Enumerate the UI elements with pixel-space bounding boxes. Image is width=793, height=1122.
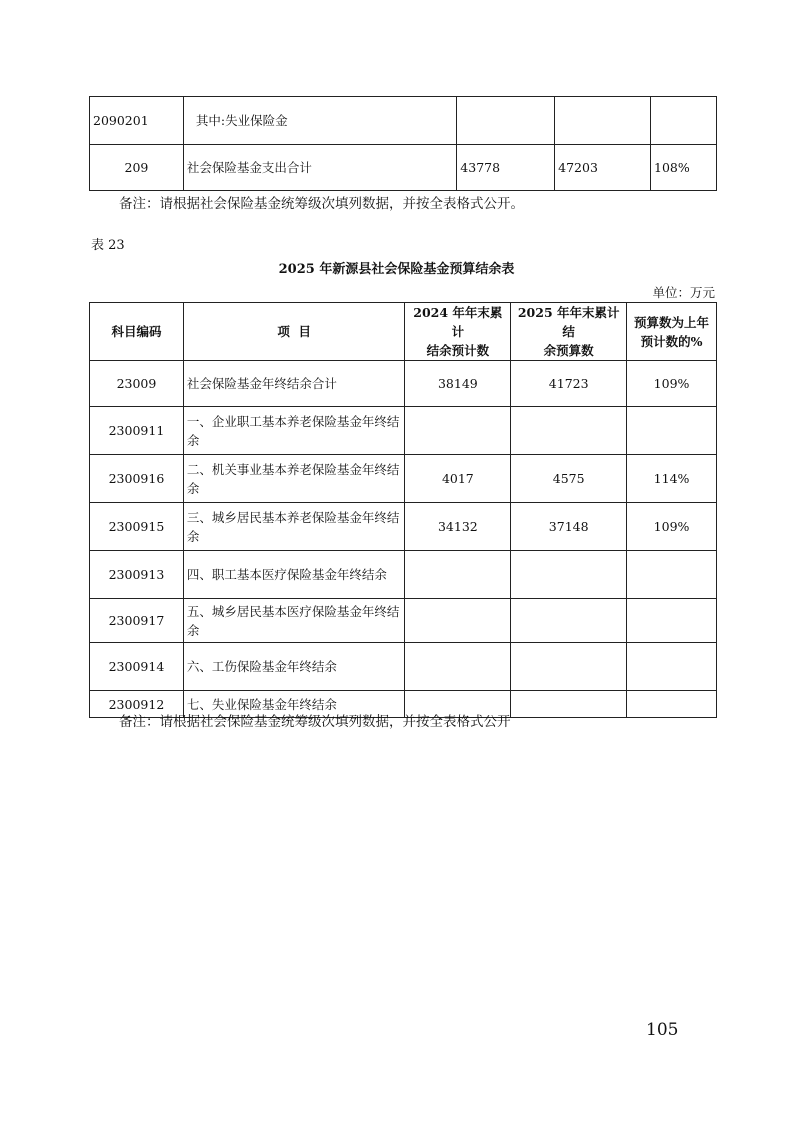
- table-row: [90, 551, 717, 599]
- expenditure-table-continued: [89, 96, 717, 191]
- row-item: 二、机关事业基本养老保险基金年终结余: [183, 455, 405, 503]
- table-note: 备注：请根据社会保险基金统筹级次填列数据，并按全表格式公开: [119, 714, 511, 730]
- row-code: 2300912: [90, 691, 184, 718]
- row-percent: [627, 407, 717, 455]
- row-code: 2300915: [90, 503, 184, 551]
- row-code: 2300917: [90, 599, 184, 643]
- row-value-2024: [405, 643, 511, 691]
- row-value-2024: 4017: [405, 455, 511, 503]
- row-code: 23009: [90, 361, 184, 407]
- row-value-2025: [511, 643, 627, 691]
- header-percent-line1: 预算数为上年: [634, 314, 710, 330]
- row-code: 2300911: [90, 407, 184, 455]
- table-row: [90, 599, 717, 643]
- header-percent-line2: 预计数的%: [640, 333, 703, 349]
- header-2024-line2: 结余预计数: [426, 343, 490, 358]
- row-percent: 109%: [627, 361, 717, 407]
- row-code: 2300914: [90, 643, 184, 691]
- row-value-2024: [405, 407, 511, 455]
- row-value-2024: [405, 599, 511, 643]
- row-percent: [627, 643, 717, 691]
- row-value-2024: [457, 97, 555, 145]
- table-row: [90, 455, 717, 503]
- table-note: 备注：请根据社会保险基金统筹级次填列数据，并按全表格式公开。: [119, 196, 524, 212]
- row-value-2025: [511, 551, 627, 599]
- header-2024-line1: 2024 年年末累计: [413, 305, 503, 339]
- row-code: 209: [90, 145, 184, 191]
- row-item: 其中:失业保险金: [183, 97, 456, 145]
- balance-table: [89, 302, 717, 718]
- row-value-2024: 43778: [457, 145, 555, 191]
- row-percent: 109%: [627, 503, 717, 551]
- table-row: [90, 97, 717, 145]
- table-row: [90, 503, 717, 551]
- table-row: [90, 407, 717, 455]
- row-percent: 114%: [627, 455, 717, 503]
- table-row: [90, 145, 717, 191]
- row-value-2025: 47203: [555, 145, 651, 191]
- row-percent: 108%: [651, 145, 717, 191]
- row-value-2025: 37148: [511, 503, 627, 551]
- table-row: [90, 361, 717, 407]
- row-item: 四、职工基本医疗保险基金年终结余: [183, 551, 405, 599]
- row-value-2024: [405, 551, 511, 599]
- row-item: 社会保险基金支出合计: [183, 145, 456, 191]
- row-item: 三、城乡居民基本养老保险基金年终结余: [183, 503, 405, 551]
- page-title: 2025 年新源县社会保险基金预算结余表: [278, 262, 515, 277]
- row-item: 六、工伤保险基金年终结余: [183, 643, 405, 691]
- row-value-2025: [511, 691, 627, 718]
- row-value-2025: 41723: [511, 361, 627, 407]
- row-percent: [627, 691, 717, 718]
- page-number: 105: [646, 1020, 679, 1040]
- header-item: 项 目: [183, 303, 405, 361]
- header-2025-line1: 2025 年年末累计结: [517, 305, 620, 339]
- header-2024: [405, 303, 511, 361]
- table-header-row: [90, 303, 717, 361]
- header-percent: [627, 303, 717, 361]
- row-code: 2300913: [90, 551, 184, 599]
- row-code: 2300916: [90, 455, 184, 503]
- row-value-2025: 4575: [511, 455, 627, 503]
- row-percent: [651, 97, 717, 145]
- unit-label: 单位：万元: [652, 285, 715, 300]
- row-value-2025: [555, 97, 651, 145]
- table-row: [90, 643, 717, 691]
- row-item: 五、城乡居民基本医疗保险基金年终结余: [183, 599, 405, 643]
- row-item: 七、失业保险基金年终结余: [183, 691, 405, 718]
- row-value-2024: 38149: [405, 361, 511, 407]
- row-value-2025: [511, 599, 627, 643]
- table-number-label: 表 23: [91, 238, 125, 253]
- header-2025: [511, 303, 627, 361]
- row-value-2025: [511, 407, 627, 455]
- row-item: 社会保险基金年终结余合计: [183, 361, 405, 407]
- row-percent: [627, 551, 717, 599]
- header-2025-line2: 余预算数: [543, 343, 594, 358]
- row-item: 一、企业职工基本养老保险基金年终结余: [183, 407, 405, 455]
- row-value-2024: 34132: [405, 503, 511, 551]
- row-percent: [627, 599, 717, 643]
- row-code: 2090201: [90, 97, 184, 145]
- header-code: 科目编码: [90, 303, 184, 361]
